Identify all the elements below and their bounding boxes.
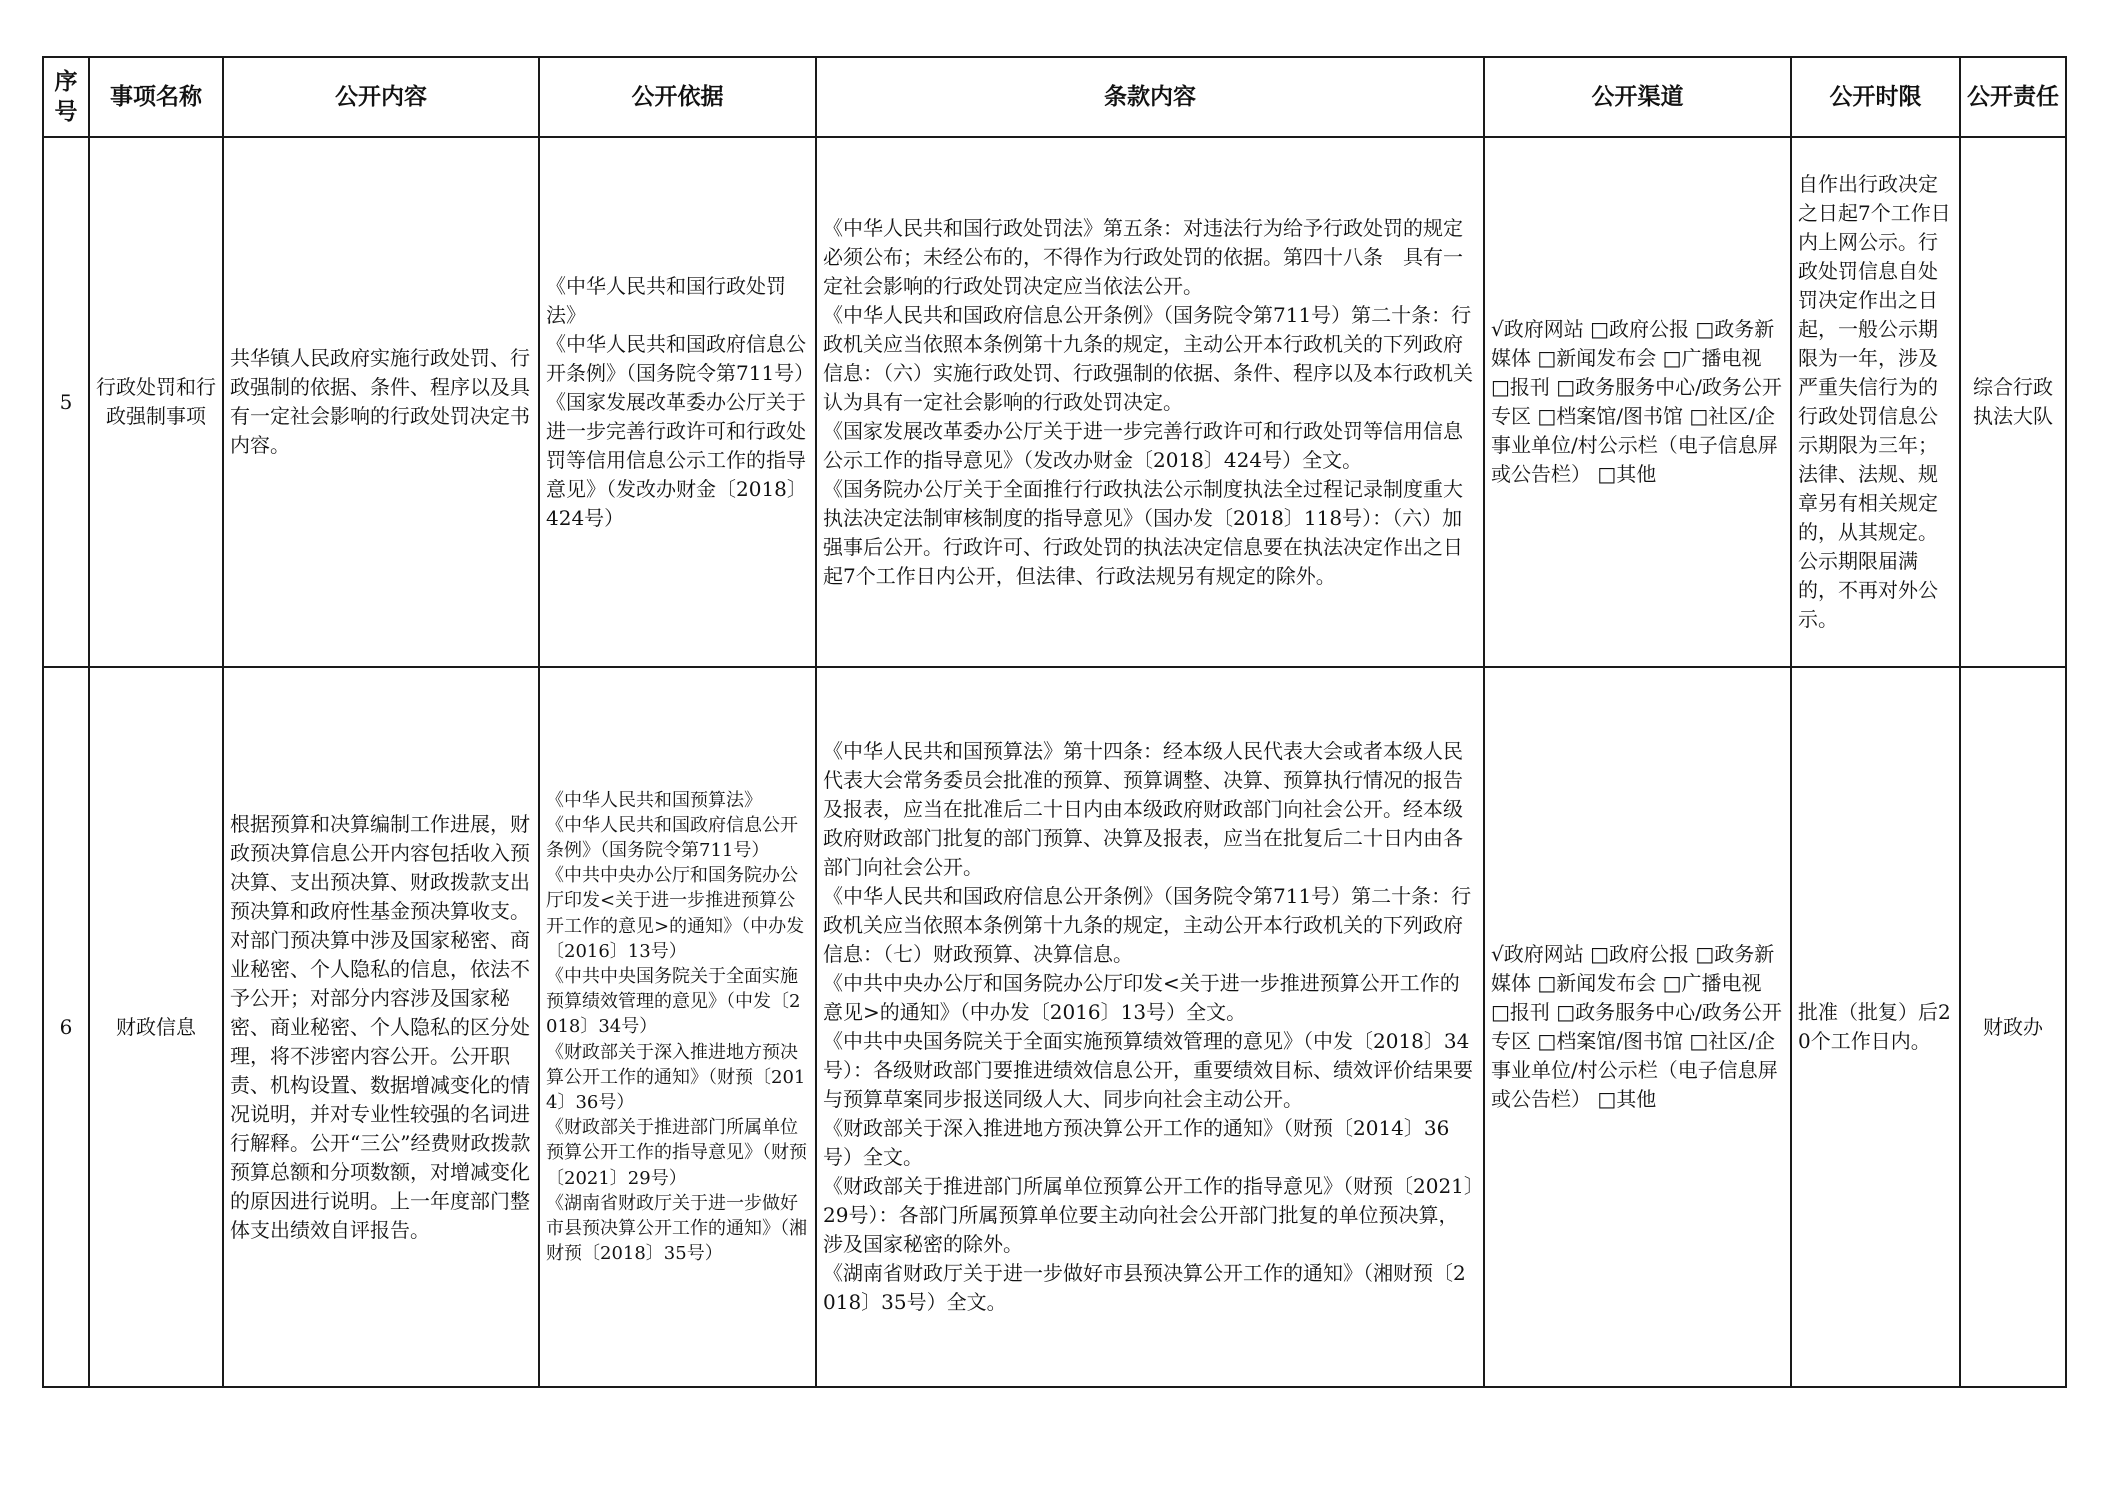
row-clauses <box>816 667 1484 1387</box>
header-row <box>43 57 2066 137</box>
header-basis: 公开依据 <box>539 57 816 137</box>
table-row <box>43 137 2066 667</box>
header-content: 公开内容 <box>223 57 539 137</box>
basis-item: 《中共中央国务院关于全面实施预算绩效管理的意见》（中发〔2018〕34号） <box>546 966 801 1038</box>
clause-item: 《中华人民共和国预算法》第十四条：经本级人民代表大会或者本级人民代表大会常务委员会批准的预算、预算调整、决算、预算执行情况的报告及报表，应当在批准后二十日内由本级政府财政部门向社会公开。经本级政府财政部门批复的部门预算、决算及报表，应当在批复后二十日内由各部门向社会公开。 <box>823 739 1463 879</box>
clause-item: 《国务院办公厅关于全面推行行政执法公示制度执法全过程记录制度重大执法决定法制审核制度的指导意见》（国办发〔2018〕118号）：（六）加强事后公开。行政许可、行政处罚的执法决定信息要在执法决定作出之日起7个工作日内公开，但法律、行政法规另有规定的除外。 <box>823 476 1463 588</box>
clause-item: 《中华人民共和国政府信息公开条例》（国务院令第711号）第二十条：行政机关应当依照本条例第十九条的规定，主动公开本行政机关的下列政府信息：（七）财政预算、决算信息。 <box>823 884 1472 966</box>
clause-item: 《中华人民共和国政府信息公开条例》（国务院令第711号）第二十条：行政机关应当依照本条例第十九条的规定，主动公开本行政机关的下列政府信息：（六）实施行政处罚、行政强制的依据、条件、程序以及本行政机关认为具有一定社会影响的行政处罚决定。 <box>823 302 1473 414</box>
row-content: 共华镇人民政府实施行政处罚、行政强制的依据、条件、程序以及具有一定社会影响的行政处罚决定书内容。 <box>223 137 539 667</box>
header-name: 事项名称 <box>89 57 223 137</box>
basis-item: 《国家发展改革委办公厅关于进一步完善行政许可和行政处罚等信用信息公示工作的指导意见》（发改办财金〔2018〕424号） <box>546 389 807 530</box>
clause-item: 《国家发展改革委办公厅关于进一步完善行政许可和行政处罚等信用信息公示工作的指导意见》（发改办财金〔2018〕424号）全文。 <box>823 418 1463 472</box>
row-name: 行政处罚和行政强制事项 <box>89 137 223 667</box>
row-responsible: 财政办 <box>1960 667 2066 1387</box>
clause-item: 《财政部关于深入推进地方预决算公开工作的通知》（财预〔2014〕36号）全文。 <box>823 1116 1450 1169</box>
row-basis <box>539 137 816 667</box>
row-no: 5 <box>43 137 89 667</box>
disclosure-table <box>42 56 2067 1388</box>
clause-item: 《财政部关于推进部门所属单位预算公开工作的指导意见》（财预〔2021〕29号）：各部门所属预算单位要主动向社会公开部门批复的单位预决算，涉及国家秘密的除外。 <box>823 1174 1474 1256</box>
row-responsible: 综合行政执法大队 <box>1960 137 2066 667</box>
table-row <box>43 667 2066 1387</box>
basis-item: 《中华人民共和国预算法》 <box>546 789 762 811</box>
header-channels: 公开渠道 <box>1484 57 1791 137</box>
header-responsible: 公开责任 <box>1960 57 2066 137</box>
row-name: 财政信息 <box>89 667 223 1387</box>
row-channels: √政府网站 □政府公报 □政务新媒体 □新闻发布会 □广播电视 □报刊 □政务服务中心/政务公开专区 □档案馆/图书馆 □社区/企事业单位/村公示栏（电子信息屏或公告栏） □其他 <box>1484 137 1791 667</box>
header-clauses: 条款内容 <box>816 57 1484 137</box>
row-channels: √政府网站 □政府公报 □政务新媒体 □新闻发布会 □广播电视 □报刊 □政务服务中心/政务公开专区 □档案馆/图书馆 □社区/企事业单位/村公示栏（电子信息屏或公告栏） □其他 <box>1484 667 1791 1387</box>
row-no: 6 <box>43 667 89 1387</box>
basis-item: 《财政部关于推进部门所属单位预算公开工作的指导意见》（财预〔2021〕29号） <box>546 1117 807 1189</box>
row-clauses <box>816 137 1484 667</box>
clause-item: 《中华人民共和国行政处罚法》第五条：对违法行为给予行政处罚的规定必须公布；未经公布的，不得作为行政处罚的依据。第四十八条 具有一定社会影响的行政处罚决定应当依法公开。 <box>823 215 1463 298</box>
row-content: 根据预算和决算编制工作进展，财政预决算信息公开内容包括收入预决算、支出预决算、财政拨款支出预决算和政府性基金预决算收支。对部门预决算中涉及国家秘密、商业秘密、个人隐私的信息，依法不予公开；对部分内容涉及国家秘密、商业秘密、个人隐私的区分处理，将不涉密内容公开。公开职责、机构设置、数据增减变化的情况说明，并对专业性较强的名词进行解释。公开“三公”经费财政拨款预算总额和分项数额，对增减变化的原因进行说明。上一年度部门整体支出绩效自评报告。 <box>223 667 539 1387</box>
header-time-limit: 公开时限 <box>1791 57 1960 137</box>
header-no: 序号 <box>43 57 89 137</box>
row-time-limit: 批准（批复）后20个工作日内。 <box>1791 667 1960 1387</box>
basis-item: 《中华人民共和国政府信息公开条例》（国务院令第711号） <box>546 331 815 385</box>
basis-item: 《中华人民共和国政府信息公开条例》（国务院令第711号） <box>546 814 798 862</box>
row-time-limit: 自作出行政决定之日起7个工作日内上网公示。行政处罚信息自处罚决定作出之日起，一般公示期限为一年，涉及严重失信行为的行政处罚信息公示期限为三年；法律、法规、规章另有相关规定的，从其规定。公示期限届满的，不再对外公示。 <box>1791 137 1960 667</box>
clause-item: 《湖南省财政厅关于进一步做好市县预决算公开工作的通知》（湘财预〔2018〕35号）全文。 <box>823 1261 1466 1314</box>
clause-item: 《中共中央国务院关于全面实施预算绩效管理的意见》（中发〔2018〕34号）：各级财政部门要推进绩效信息公开，重要绩效目标、绩效评价结果要与预算草案同步报送同级人大、同步向社会主动公开。 <box>823 1029 1473 1111</box>
clause-item: 《中共中央办公厅和国务院办公厅印发<关于进一步推进预算公开工作的意见>的通知》（中办发〔2016〕13号）全文。 <box>823 971 1460 1024</box>
basis-item: 《中共中央办公厅和国务院办公厅印发<关于进一步推进预算公开工作的意见>的通知》（中办发〔2016〕13号） <box>546 865 805 962</box>
basis-item: 《中华人民共和国行政处罚法》 <box>546 273 786 327</box>
row-basis <box>539 667 816 1387</box>
disclosure-table-page <box>42 56 2065 1388</box>
basis-item: 《湖南省财政厅关于进一步做好市县预决算公开工作的通知》（湘财预〔2018〕35号） <box>546 1192 807 1265</box>
basis-item: 《财政部关于深入推进地方预决算公开工作的通知》（财预〔2014〕36号） <box>546 1041 806 1113</box>
